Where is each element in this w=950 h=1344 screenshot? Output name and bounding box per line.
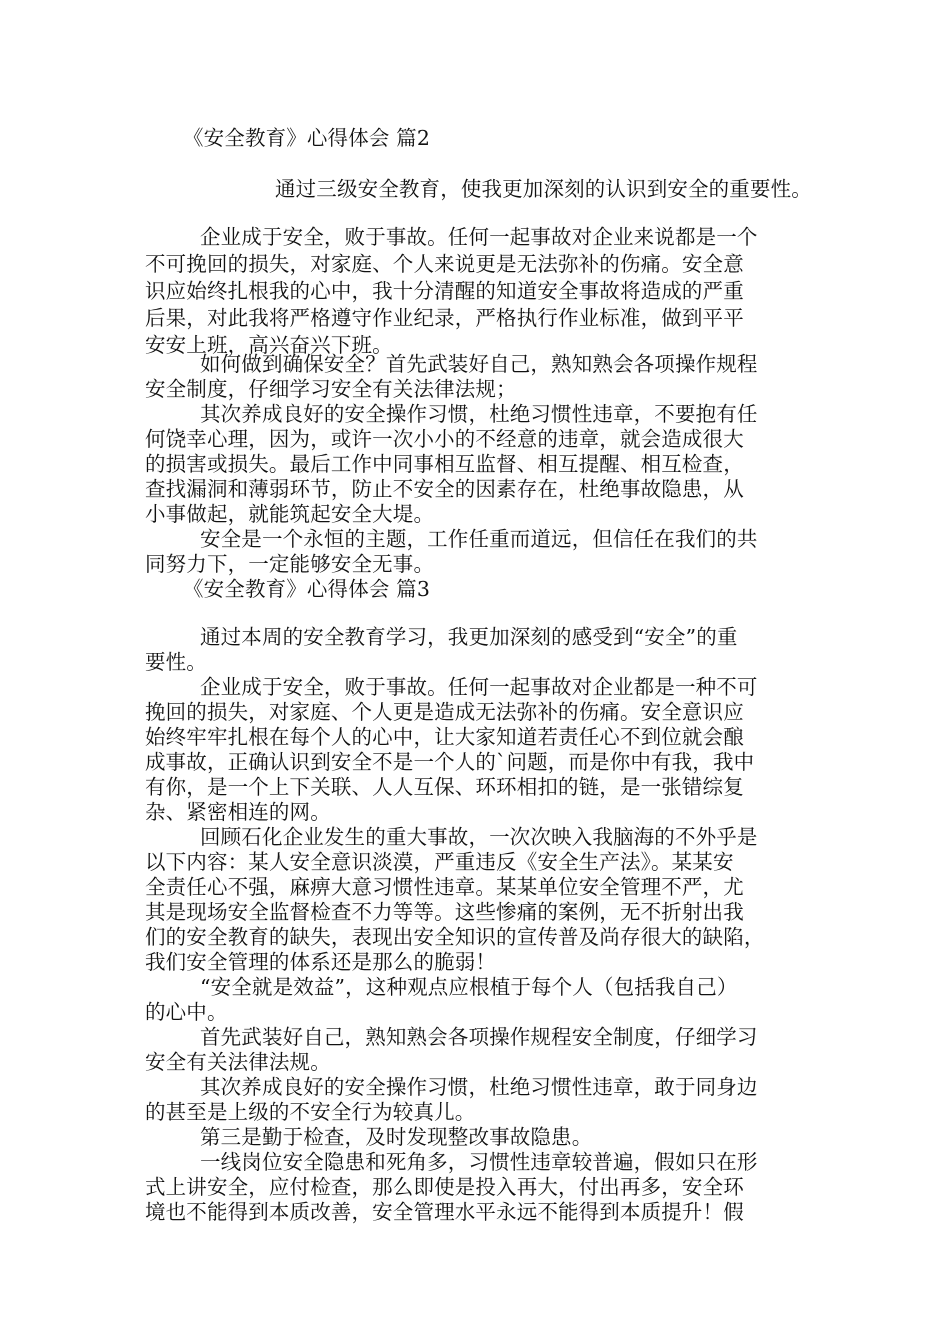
paragraph-line: “安全就是效益”，这种观点应根植于每个人（包括我自己）: [200, 975, 738, 999]
paragraph-line: 同努力下，一定能够安全无事。: [145, 552, 435, 576]
paragraph-line: 企业成于安全，败于事故。任何一起事故对企业都是一种不可: [200, 675, 758, 699]
paragraph-line: 后果，对此我将严格遵守作业纪录，严格执行作业标准，做到平平: [145, 306, 744, 330]
paragraph-line: 不可挽回的损失，对家庭、个人来说更是无法弥补的伤痛。安全意: [145, 252, 744, 276]
paragraph-line: 以下内容：某人安全意识淡漠，严重违反《安全生产法》。某某安: [145, 850, 734, 874]
paragraph-line: 成事故，正确认识到安全不是一个人的`问题，而是你中有我，我中: [145, 750, 755, 774]
paragraph-line: 首先武装好自己，熟知熟会各项操作规程安全制度，仔细学习: [200, 1025, 758, 1049]
paragraph-line: 一线岗位安全隐患和死角多，习惯性违章较普遍，假如只在形: [200, 1150, 758, 1174]
paragraph-line: 要性。: [145, 650, 207, 674]
section-heading-2: 《安全教育》心得体会 篇2: [183, 126, 431, 150]
paragraph-line: 企业成于安全，败于事故。任何一起事故对企业来说都是一个: [200, 225, 758, 249]
paragraph-line: 其是现场安全监督检查不力等等。这些惨痛的案例，无不折射出我: [145, 900, 744, 924]
paragraph-line: 识应始终扎根我的心中，我十分清醒的知道安全事故将造成的严重: [145, 279, 744, 303]
paragraph-line: 如何做到确保安全？首先武装好自己，熟知熟会各项操作规程: [200, 352, 758, 376]
paragraph-line: 有你，是一个上下关联、人人互保、环环相扣的链，是一张错综复: [145, 775, 744, 799]
paragraph-line: 们的安全教育的缺失，表现出安全知识的宣传普及尚存很大的缺陷，: [145, 925, 765, 949]
paragraph-line: 式上讲安全，应付检查，那么即使是投入再大，付出再多，安全环: [145, 1175, 744, 1199]
paragraph-line: 挽回的损失，对家庭、个人更是造成无法弥补的伤痛。安全意识应: [145, 700, 744, 724]
paragraph-line: 的甚至是上级的不安全行为较真儿。: [145, 1100, 476, 1124]
paragraph-line: 的损害或损失。最后工作中同事相互监督、相互提醒、相互检查，: [145, 452, 744, 476]
paragraph-line: 第三是勤于检查，及时发现整改事故隐患。: [200, 1125, 593, 1149]
section-heading-3: 《安全教育》心得体会 篇3: [183, 577, 431, 601]
paragraph-line: 回顾石化企业发生的重大事故，一次次映入我脑海的不外乎是: [200, 825, 758, 849]
paragraph-line: 其次养成良好的安全操作习惯，杜绝习惯性违章，敢于同身边: [200, 1075, 758, 1099]
paragraph-line: 境也不能得到本质改善，安全管理水平永远不能得到本质提升！假: [145, 1200, 744, 1224]
paragraph-line: 通过本周的安全教育学习，我更加深刻的感受到“安全”的重: [200, 625, 738, 649]
paragraph-line: 杂、紧密相连的网。: [145, 800, 331, 824]
paragraph-line: 通过三级安全教育，使我更加深刻的认识到安全的重要性。: [275, 177, 812, 201]
paragraph-line: 小事做起，就能筑起安全大堤。: [145, 502, 435, 526]
paragraph-line: 我们安全管理的体系还是那么的脆弱！: [145, 950, 497, 974]
paragraph-line: 安全制度，仔细学习安全有关法律法规；: [145, 377, 517, 401]
paragraph-line: 全责任心不强，麻痹大意习惯性违章。某某单位安全管理不严，尤: [145, 875, 744, 899]
paragraph-line: 的心中。: [145, 1000, 228, 1024]
paragraph-line: 何饶幸心理，因为，或许一次小小的不经意的违章，就会造成很大: [145, 427, 744, 451]
paragraph-line: 始终牢牢扎根在每个人的心中，让大家知道若责任心不到位就会酿: [145, 725, 744, 749]
paragraph-line: 安全有关法律法规。: [145, 1050, 331, 1074]
paragraph-line: 其次养成良好的安全操作习惯，杜绝习惯性违章，不要抱有任: [200, 402, 758, 426]
paragraph-line: 查找漏洞和薄弱环节，防止不安全的因素存在，杜绝事故隐患，从: [145, 477, 744, 501]
paragraph-line: 安安上班，高兴奋兴下班。: [145, 333, 393, 357]
paragraph-line: 安全是一个永恒的主题，工作任重而道远，但信任在我们的共: [200, 527, 758, 551]
